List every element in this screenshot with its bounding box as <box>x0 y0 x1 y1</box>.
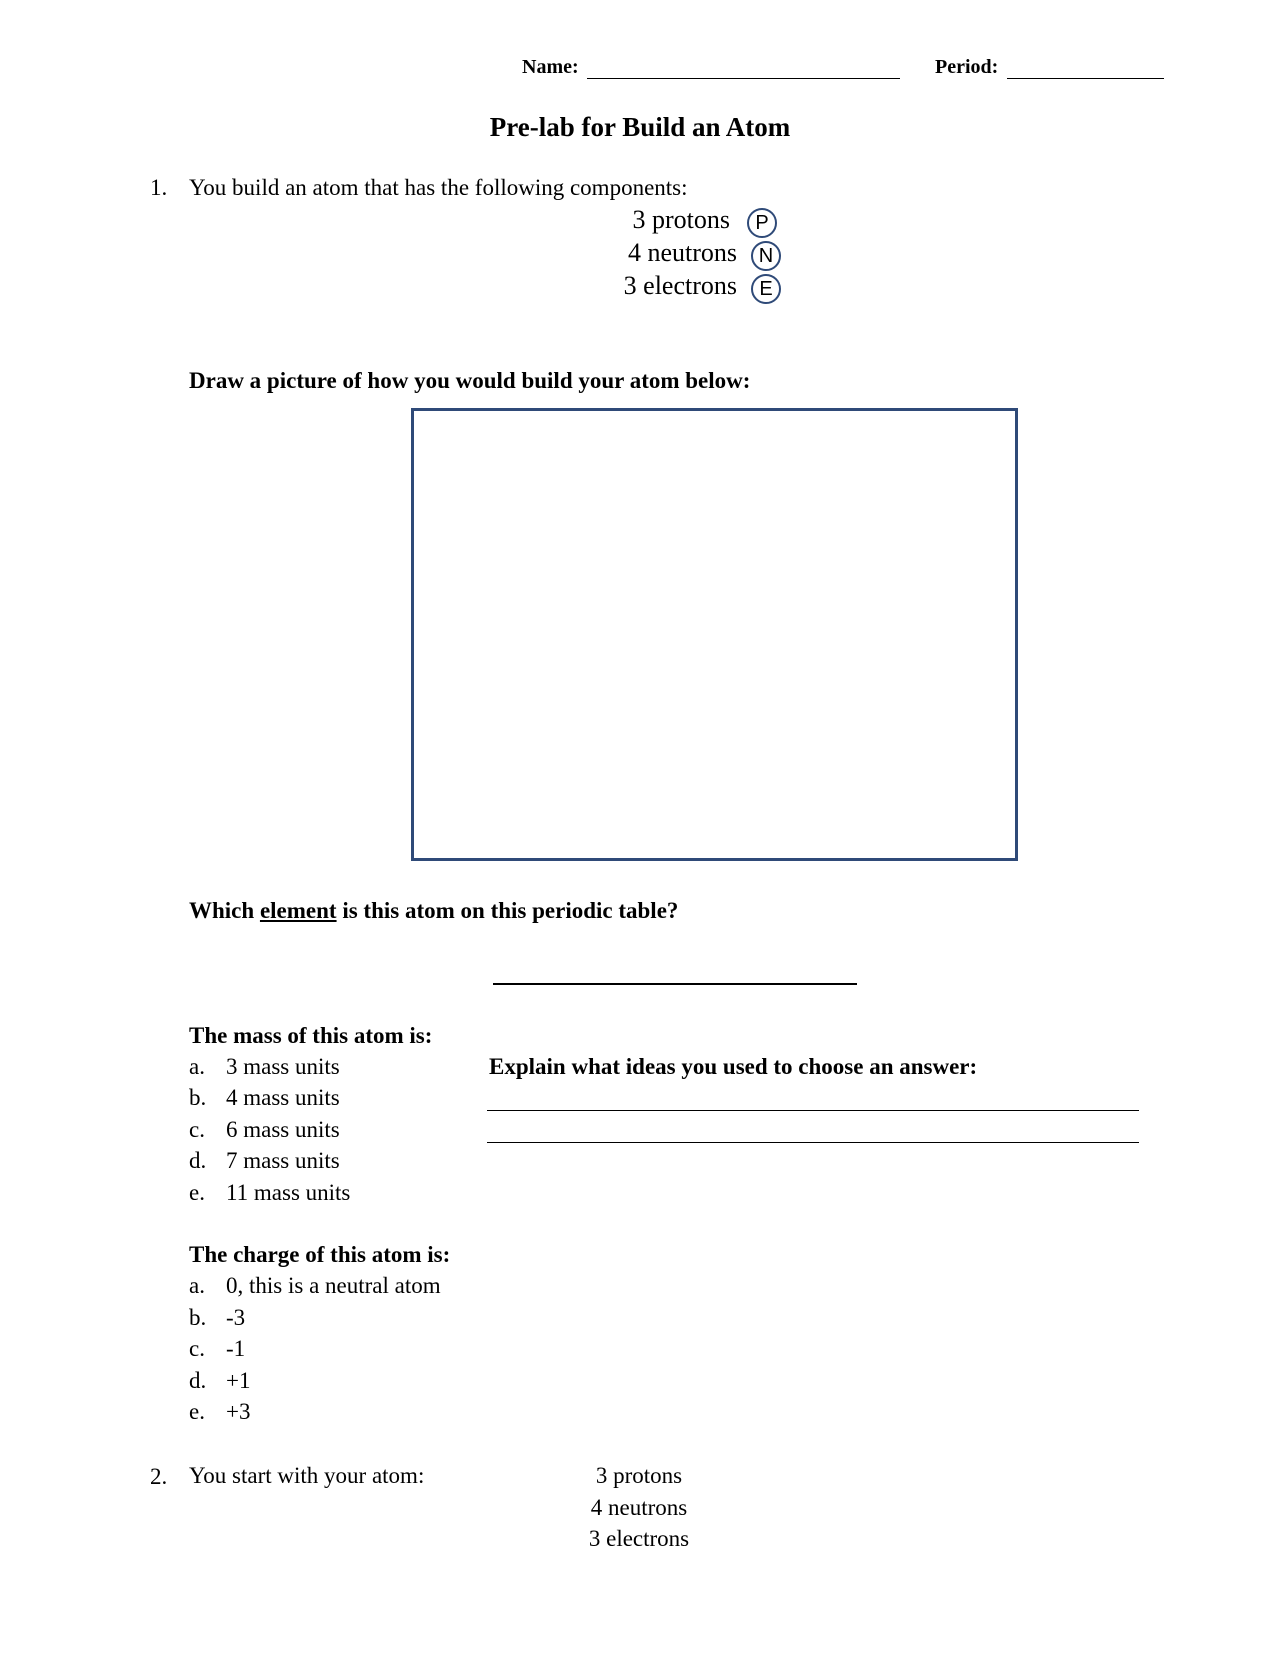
explain-line-2[interactable] <box>487 1142 1139 1143</box>
charge-prompt: The charge of this atom is: <box>189 1242 451 1267</box>
component-protons: 3 protons <box>632 205 730 234</box>
mass-option-c[interactable]: c. 6 mass units <box>189 1117 340 1142</box>
element-prompt-start: Which <box>189 898 260 923</box>
question-1-text: You build an atom that has the following components: <box>189 175 688 200</box>
element-prompt-end: is this atom on this periodic table? <box>336 898 679 923</box>
neutron-icon: N <box>751 241 781 271</box>
period-label: Period: <box>935 56 999 78</box>
mass-option-a[interactable]: a. 3 mass units <box>189 1054 340 1079</box>
component-neutrons: 4 neutrons <box>627 238 737 267</box>
component-electrons: 3 electrons <box>623 271 737 300</box>
explain-prompt: Explain what ideas you used to choose an answer: <box>489 1054 978 1079</box>
mass-option-b[interactable]: b. 4 mass units <box>189 1085 340 1110</box>
q2-protons: 3 protons <box>595 1463 683 1488</box>
drawing-area[interactable] <box>411 408 1018 861</box>
name-label: Name: <box>522 56 579 78</box>
charge-option-d[interactable]: d. +1 <box>189 1368 251 1393</box>
electron-icon: E <box>751 274 781 304</box>
name-field[interactable] <box>587 78 900 79</box>
page-title: Pre-lab for Build an Atom <box>489 112 791 142</box>
element-prompt-keyword: element <box>259 898 337 923</box>
question-2-number: 2. <box>150 1464 168 1489</box>
proton-icon: P <box>747 208 777 238</box>
draw-prompt: Draw a picture of how you would build your atom below: <box>189 368 751 393</box>
charge-option-e[interactable]: e. +3 <box>189 1399 251 1424</box>
element-prompt <box>189 898 678 924</box>
mass-option-d[interactable]: d. 7 mass units <box>189 1148 340 1173</box>
charge-option-b[interactable]: b. -3 <box>189 1305 246 1330</box>
mass-option-e[interactable]: e. 11 mass units <box>189 1180 351 1205</box>
charge-option-a[interactable]: a. 0, this is a neutral atom <box>189 1273 441 1298</box>
q2-neutrons: 4 neutrons <box>590 1495 688 1520</box>
explain-line-1[interactable] <box>487 1110 1139 1111</box>
period-field[interactable] <box>1007 78 1164 79</box>
question-2-text: You start with your atom: <box>189 1463 425 1488</box>
charge-option-c[interactable]: c. -1 <box>189 1336 246 1361</box>
q2-electrons: 3 electrons <box>588 1526 690 1551</box>
element-answer-field[interactable] <box>493 983 857 985</box>
question-1-number: 1. <box>150 175 168 200</box>
mass-prompt: The mass of this atom is: <box>189 1023 433 1048</box>
